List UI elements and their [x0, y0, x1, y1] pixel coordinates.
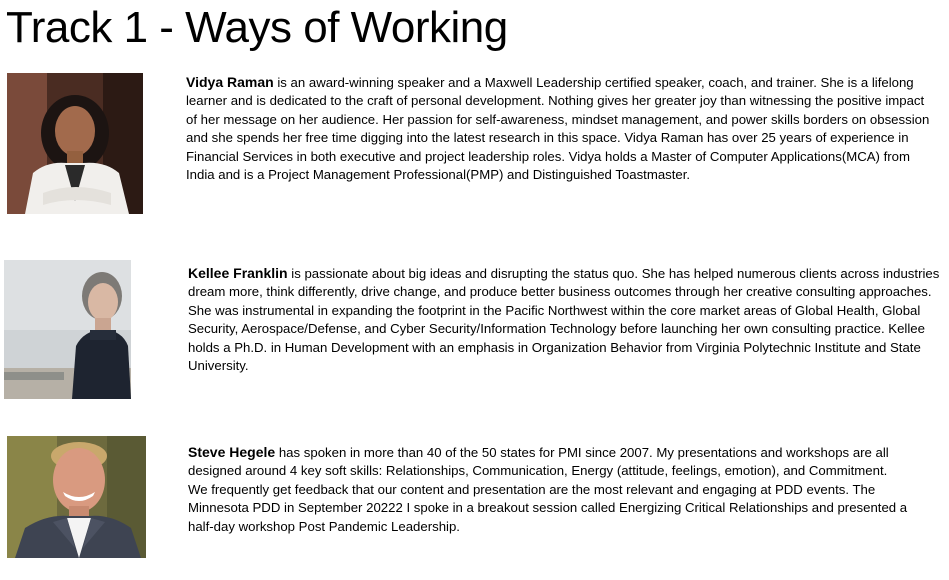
speaker-bio-vidya-raman	[186, 73, 938, 184]
speaker-bio-steve-hegele	[188, 443, 908, 536]
speaker-name: Kellee Franklin	[188, 265, 288, 281]
speaker-photo-steve-hegele	[7, 436, 146, 558]
speaker-photo-kellee-franklin	[4, 260, 131, 399]
speaker-name: Steve Hegele	[188, 444, 276, 460]
speaker-bio-text: has spoken in more than 40 of the 50 states for PMI since 2007. My presentations and workshops are all designed around 4 key soft skills: Relationships, Communication, Energy (attitude, feelings, emotion), and Commitment. We frequently get feedback that our content and presentation are the most relevant and engaging at PDD events. The Minnesota PDD in September 20222 I spoke in a breakout session called Energizing Critical Relationships and presented a half-day workshop Post Pandemic Leadership.	[188, 445, 908, 534]
page-title: Track 1 - Ways of Working	[6, 3, 508, 52]
speaker-photo-vidya-raman	[7, 73, 143, 214]
speaker-bio-text: is passionate about big ideas and disrupting the status quo. She has helped numerous clients across industries dream more, think differently, drive change, and produce better business outcomes through her creative consulting approaches. She was instrumental in expanding the footprint in the Pacific Northwest within the core market areas of Global Health, Global Security, Aerospace/Defense, and Cyber Security/Information Technology before launching her own consulting practice. Kellee holds a Ph.D. in Human Development with an emphasis in Organization Behavior from Virginia Polytechnic Institute and State University.	[188, 266, 940, 374]
speaker-name: Vidya Raman	[186, 74, 274, 90]
speaker-bio-text: is an award-winning speaker and a Maxwell Leadership certified speaker, coach, and trainer. She is a lifelong learner and is dedicated to the craft of personal development. Nothing gives her greater joy than witnessing the positive impact of her message on her audience. Her passion for self-awareness, mindset management, and power skills borders on obsession and she spends her free time digging into the latest research in this space. Vidya Raman has over 25 years of experience in Financial Services in both executive and project leadership roles. Vidya holds a Master of Computer Applications(MCA) from India and is a Project Management Professional(PMP) and Distinguished Toastmaster.	[186, 75, 930, 183]
speaker-bio-kellee-franklin	[188, 264, 940, 375]
